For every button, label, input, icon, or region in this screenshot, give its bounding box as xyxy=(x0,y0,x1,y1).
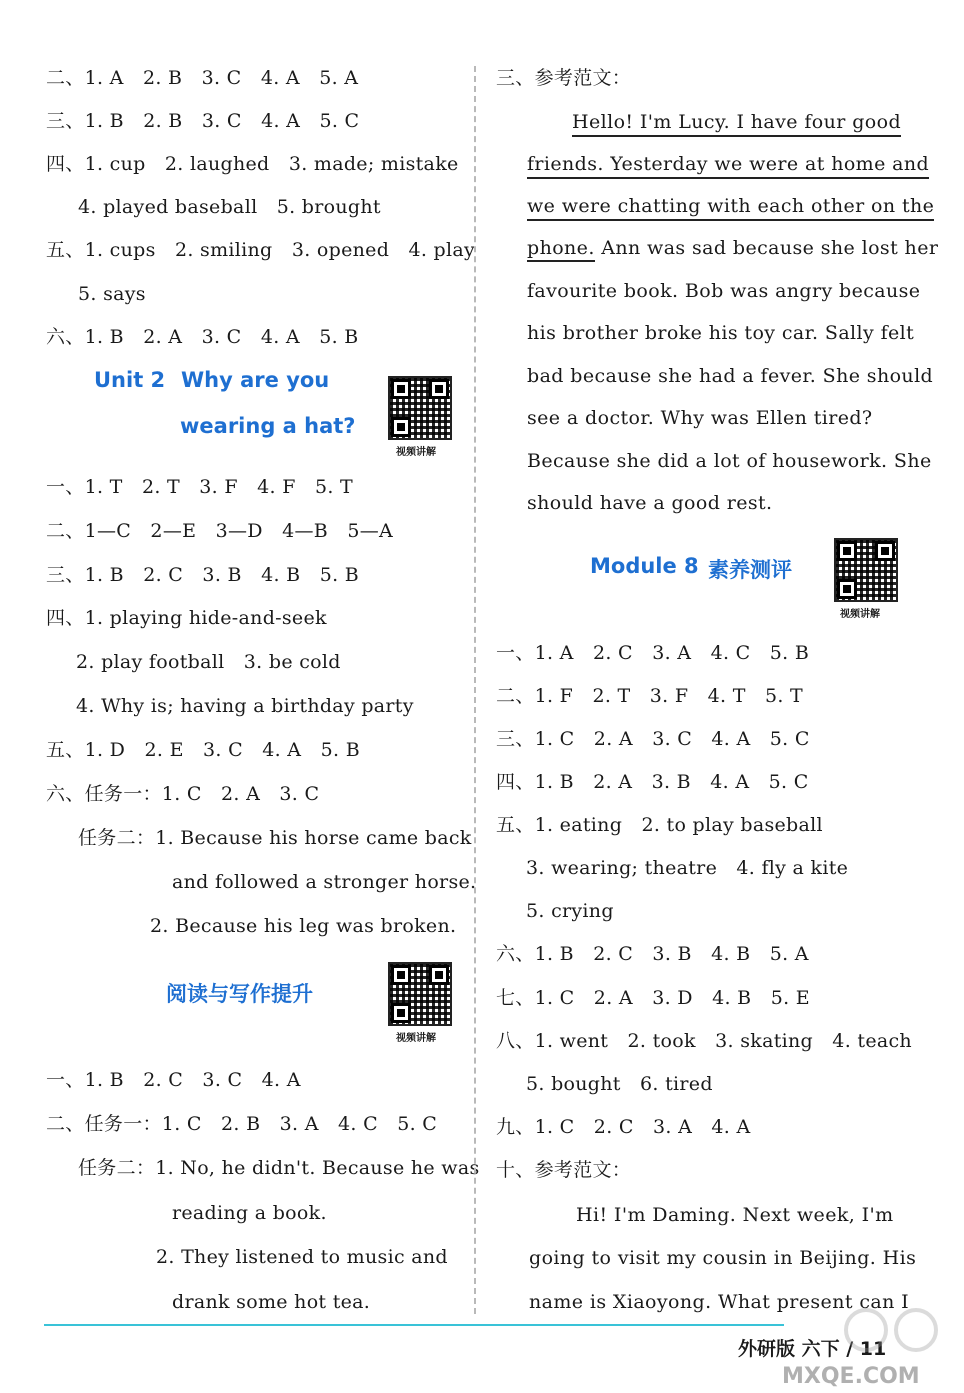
answer-line: 4. Why is; having a birthday party xyxy=(76,695,414,717)
unit-title: Unit 2 xyxy=(94,368,166,392)
answer-line: 5. says xyxy=(78,283,146,305)
answer-line: 四、1. playing hide-and-seek xyxy=(46,607,327,629)
unit-title: wearing a hat? xyxy=(180,414,356,438)
essay-text: Ann was sad because she lost her xyxy=(594,237,939,259)
answer-line: 三、1. B 2. B 3. C 4. A 5. C xyxy=(46,110,360,132)
page-footer: 外研版 六下 / 11 xyxy=(738,1338,887,1360)
essay-line: name is Xiaoyong. What present can I xyxy=(529,1291,910,1313)
essay-line: should have a good rest. xyxy=(527,492,773,514)
watermark-text: MXQE.COM xyxy=(782,1364,920,1389)
essay-line: favourite book. Bob was angry because xyxy=(527,280,921,302)
essay-line: friends. Yesterday we were at home and xyxy=(527,152,929,179)
section-title: 阅读与写作提升 xyxy=(166,982,313,1006)
answer-line: 任务二：1. No, he didn't. Because he was xyxy=(78,1157,480,1179)
qr-code[interactable] xyxy=(388,962,452,1026)
essay-line: Hi! I'm Daming. Next week, I'm xyxy=(576,1204,894,1226)
answer-line: 5. bought 6. tired xyxy=(526,1073,713,1095)
qr-code[interactable] xyxy=(388,376,452,440)
answer-line: 六、任务一：1. C 2. A 3. C xyxy=(46,783,320,805)
column-divider xyxy=(474,66,476,1314)
qr-code[interactable] xyxy=(834,538,898,602)
qr-caption: 视频讲解 xyxy=(396,447,436,458)
module-title: 素养测评 xyxy=(708,558,792,582)
essay-underlined: phone. xyxy=(527,237,595,262)
answer-line: 2. Because his leg was broken. xyxy=(150,915,457,937)
answer-line: 一、1. A 2. C 3. A 4. C 5. B xyxy=(496,642,810,664)
answer-line: 5. crying xyxy=(526,900,614,922)
essay-line: his brother broke his toy car. Sally felt xyxy=(527,322,915,344)
answer-line: 二、1. A 2. B 3. C 4. A 5. A xyxy=(46,67,359,89)
answer-line: and followed a stronger horse. xyxy=(172,871,477,893)
bottom-rule xyxy=(44,1324,784,1326)
answer-line: 八、1. went 2. took 3. skating 4. teach xyxy=(496,1030,912,1052)
answer-line: 五、1. cups 2. smiling 3. opened 4. play xyxy=(46,239,476,261)
answer-line: 二、1—C 2—E 3—D 4—B 5—A xyxy=(46,520,394,542)
answer-line: 3. wearing; theatre 4. fly a kite xyxy=(526,857,849,879)
essay-line: we were chatting with each other on the xyxy=(527,194,934,221)
essay-line xyxy=(527,236,938,260)
essay-line: Because she did a lot of housework. She xyxy=(527,450,932,472)
answer-line: 七、1. C 2. A 3. D 4. B 5. E xyxy=(496,987,810,1009)
answer-line: 四、1. cup 2. laughed 3. made; mistake xyxy=(46,153,459,175)
answer-line: 一、1. B 2. C 3. C 4. A xyxy=(46,1069,301,1091)
answer-line: 三、1. B 2. C 3. B 4. B 5. B xyxy=(46,564,360,586)
answer-line: 二、1. F 2. T 3. F 4. T 5. T xyxy=(496,685,804,707)
essay-line: see a doctor. Why was Ellen tired? xyxy=(527,407,873,429)
answer-line: 六、1. B 2. A 3. C 4. A 5. B xyxy=(46,326,359,348)
answer-line: drank some hot tea. xyxy=(172,1291,371,1313)
answer-line: 六、1. B 2. C 3. B 4. B 5. A xyxy=(496,943,809,965)
essay-line: Hello! I'm Lucy. I have four good xyxy=(572,110,901,137)
answer-line: 五、1. eating 2. to play baseball xyxy=(496,814,823,836)
qr-caption: 视频讲解 xyxy=(840,609,880,620)
module-title: Module 8 xyxy=(590,554,699,578)
essay-line: going to visit my cousin in Beijing. His xyxy=(529,1247,917,1269)
answer-line: 三、参考范文： xyxy=(496,67,632,89)
answer-line: 五、1. D 2. E 3. C 4. A 5. B xyxy=(46,739,360,761)
answer-line: 2. They listened to music and xyxy=(156,1246,448,1268)
answer-line: 任务二：1. Because his horse came back xyxy=(78,827,472,849)
unit-title: Why are you xyxy=(181,368,330,392)
answer-line: 十、参考范文： xyxy=(496,1159,632,1181)
answer-line: 2. play football 3. be cold xyxy=(76,651,341,673)
qr-caption: 视频讲解 xyxy=(396,1033,436,1044)
answer-line: 二、任务一：1. C 2. B 3. A 4. C 5. C xyxy=(46,1113,438,1135)
answer-line: 四、1. B 2. A 3. B 4. A 5. C xyxy=(496,771,809,793)
answer-line: reading a book. xyxy=(172,1202,327,1224)
answer-line: 九、1. C 2. C 3. A 4. A xyxy=(496,1116,751,1138)
essay-line: bad because she had a fever. She should xyxy=(527,365,934,387)
answer-line: 三、1. C 2. A 3. C 4. A 5. C xyxy=(496,728,810,750)
answer-line: 一、1. T 2. T 3. F 4. F 5. T xyxy=(46,476,354,498)
answer-line: 4. played baseball 5. brought xyxy=(78,196,381,218)
